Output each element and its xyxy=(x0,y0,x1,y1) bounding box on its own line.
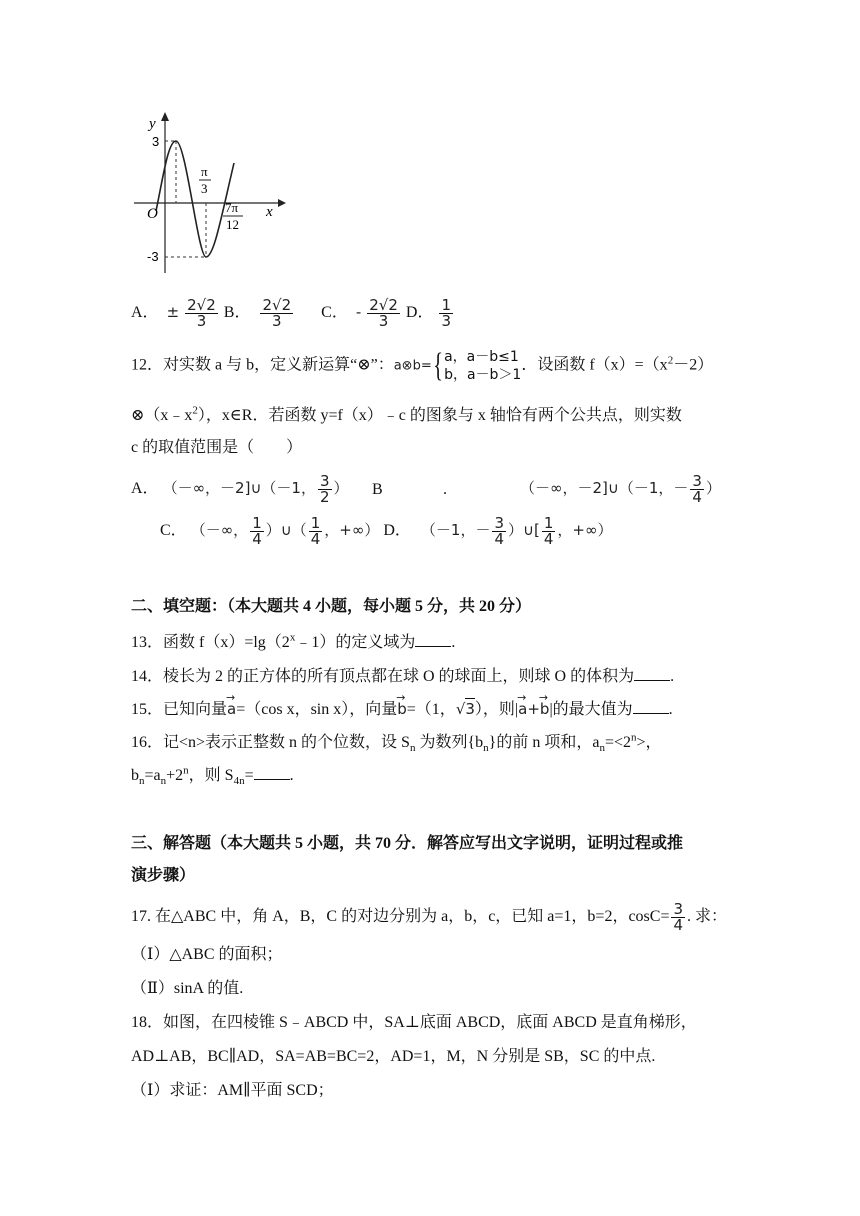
question-16-line-1 xyxy=(131,733,662,753)
question-17 xyxy=(131,902,727,933)
q17-part-i: （Ⅰ）△ABC 的面积； xyxy=(131,946,283,963)
q13-sup: x xyxy=(289,631,296,644)
q12-option-b-fraction: $\frac{3}{4}$ xyxy=(692,472,702,506)
q12-line3: c 的取值范围是（ ） xyxy=(131,439,303,456)
option-a-label: A． xyxy=(131,304,159,322)
option-c-fraction: $\frac{2√2}{3}$ xyxy=(369,296,398,330)
q16-sub-5: n xyxy=(160,775,167,788)
question-16-line-2 xyxy=(131,765,294,786)
q12-option-c-fraction-1: $\frac{1}{4}$ xyxy=(252,514,262,548)
q15-text-a: 15．已知向量 xyxy=(131,701,228,718)
q17-text: 17. 在△ABC 中，角 A，B，C 的对边分别为 a，b，c，已知 a=1，b=2，cosC= xyxy=(131,908,670,926)
q12-option-d-fraction-1: $\frac{3}{4}$ xyxy=(494,514,504,548)
case-1: a，a－b≤1 xyxy=(444,349,519,365)
q12-option-d-fraction-2: $\frac{1}{4}$ xyxy=(543,514,554,548)
q12-text-c: －2） xyxy=(673,356,714,374)
case-2: b，a－b＞1 xyxy=(444,367,522,383)
cases-block xyxy=(444,348,521,384)
seven-pi-12-numerator: 7π xyxy=(225,200,239,215)
q18-line-2: AD⊥AB，BC∥AD，SA=AB=BC=2，AD=1，M，N 分别是 SB，SC 的中点. xyxy=(131,1048,656,1065)
q16-answer-blank[interactable] xyxy=(254,765,290,780)
q12-option-b-label: B xyxy=(372,481,383,498)
q12-option-c-text: （－∞， xyxy=(190,521,249,540)
q12-option-c-label: C． xyxy=(160,522,187,540)
option-d-label: D． xyxy=(405,304,434,322)
q12-option-a-fraction: $\frac{3}{2}$ xyxy=(319,472,330,506)
q17-text-b: . 求： xyxy=(687,908,728,926)
q12-line2-b: ），x∈R．若函数 y=f（x）﹣c 的图象与 x 轴恰有两个公共点，则实数 xyxy=(197,407,682,424)
question-14 xyxy=(131,666,674,687)
q12-option-a-close: ） xyxy=(333,479,349,498)
q15-text-d: ），则| xyxy=(474,701,519,718)
question-13 xyxy=(131,632,455,653)
q13-text-a: 13．函数 f（x）=lg（2 xyxy=(131,634,290,651)
q12-options-cd xyxy=(160,516,612,547)
q12-option-d-text: （－1，－ xyxy=(420,521,491,540)
option-a-prefix: ± xyxy=(166,303,180,322)
q12-option-b-text: （－∞，－2]∪（－1，－ xyxy=(520,479,689,498)
q17-part-ii: （Ⅱ）sinA 的值. xyxy=(131,980,244,997)
q18-part-i: （Ⅰ）求证：AM∥平面 SCD； xyxy=(131,1082,334,1099)
q11-options xyxy=(131,298,455,329)
q12-line-3 xyxy=(131,438,302,458)
option-d-fraction: $\frac{1}{3}$ xyxy=(441,296,452,330)
y-axis-arrow xyxy=(161,112,169,121)
q16-sup-2: n xyxy=(183,764,189,777)
q12-options-ab xyxy=(131,474,349,505)
q12-text-b: ．设函数 f（x）=（x xyxy=(521,356,668,374)
sine-graph xyxy=(126,108,286,273)
q16-text-c: }的前 n 项和，a xyxy=(488,734,600,751)
q15-period: . xyxy=(668,701,673,718)
q16-sub-2: n xyxy=(483,742,489,755)
q12-option-b-dot: . xyxy=(443,481,447,498)
q13-answer-blank[interactable] xyxy=(415,632,451,647)
q16-sub-6: 4n xyxy=(233,775,245,788)
q16-text-e: >， xyxy=(636,734,662,751)
q16-l2-a: b xyxy=(131,767,139,784)
q16-l2-e: = xyxy=(244,767,254,784)
option-c-label: C． xyxy=(321,304,348,322)
q12-option-b-close: ） xyxy=(705,479,721,498)
q13-period: . xyxy=(451,634,456,651)
option-b-label: B． xyxy=(223,304,251,322)
q16-text-d: =<2 xyxy=(604,734,631,751)
q16-period: . xyxy=(289,767,294,784)
q14-period: . xyxy=(670,668,675,685)
q15-text-c: =（1， xyxy=(406,701,456,718)
q16-l2-b: =a xyxy=(144,767,161,784)
section-3-heading-line-1: 三、解答题（本大题共 5 小题，共 70 分．解答应写出文字说明，证明过程或推 xyxy=(131,835,684,852)
q15-text-f: |的最大值为 xyxy=(549,701,633,718)
q13-text-b: ﹣1）的定义域为 xyxy=(295,634,416,651)
q12-line-1 xyxy=(131,348,713,384)
q12-option-c-fraction-2: $\frac{1}{4}$ xyxy=(310,514,321,548)
q15-plus: + xyxy=(527,700,540,718)
y-min-label: -3 xyxy=(147,249,159,264)
pi3-denominator: 3 xyxy=(201,181,208,196)
vector-a-symbol-2: → a xyxy=(518,699,527,719)
q18-line-1: 18．如图，在四棱锥 S﹣ABCD 中，SA⊥底面 ABCD，底面 ABCD 是直角梯形， xyxy=(131,1014,697,1031)
sine-curve xyxy=(156,141,234,257)
q16-text-b: 为数列{b xyxy=(415,734,484,751)
q12-line-2 xyxy=(131,406,682,426)
x-axis-arrow xyxy=(278,199,286,207)
q12-line2-a: ⊗（x﹣x xyxy=(131,407,193,424)
sqrt-symbol: √ xyxy=(455,700,466,718)
q12-option-b xyxy=(520,474,721,505)
q14-answer-blank[interactable] xyxy=(634,666,670,681)
q16-sub-1: n xyxy=(409,742,416,755)
option-a-fraction: $\frac{2√2}{3}$ xyxy=(187,296,216,330)
x-axis-label: x xyxy=(266,204,273,220)
q16-sup-1: n xyxy=(630,731,637,744)
q17-cos-fraction: $\frac{3}{4}$ xyxy=(673,900,684,934)
q12-option-d-label: D． xyxy=(383,522,411,540)
y-axis-label: y xyxy=(149,116,156,132)
q15-text-b: =（cos x，sin x），向量 xyxy=(236,701,398,718)
y-max-label: 3 xyxy=(152,134,160,149)
cases-brace: { xyxy=(433,347,443,384)
q12-option-a-label: A． xyxy=(131,480,159,498)
vector-b-symbol-2: → b xyxy=(540,699,550,719)
q12-line2-sup: 2 xyxy=(192,404,198,417)
q12-text: 12．对实数 a 与 b，定义新运算“⊗”： xyxy=(131,356,394,374)
q16-sub-4: n xyxy=(139,775,145,788)
question-15 xyxy=(131,699,673,720)
section-2-heading: 二、填空题：（本大题共 4 小题，每小题 5 分，共 20 分） xyxy=(131,598,532,615)
q14-text: 14．棱长为 2 的正方体的所有顶点都在球 O 的球面上，则球 O 的体积为 xyxy=(131,668,635,685)
q12-option-d-text-3: ，+∞） xyxy=(557,521,613,540)
op-lhs: a⊗b= xyxy=(393,358,432,374)
q12-option-a-text: （－∞，－2]∪（－1， xyxy=(162,479,316,498)
vector-b-symbol: → b xyxy=(397,699,407,719)
sqrt-radicand: 3 xyxy=(465,700,475,718)
q12-option-c-text-3: ，+∞） xyxy=(324,521,380,540)
q12-option-c-text-2: ）∪（ xyxy=(265,521,307,540)
pi3-numerator: π xyxy=(201,164,208,179)
seven-pi-12-denominator: 12 xyxy=(226,217,239,232)
q15-answer-blank[interactable] xyxy=(633,699,669,714)
section-3-heading-line-2: 演步骤） xyxy=(131,867,196,884)
q16-l2-d: ，则 S xyxy=(188,767,234,784)
q12-sup: 2 xyxy=(667,354,674,367)
vector-a-symbol: → a xyxy=(227,699,236,719)
option-c-prefix: - xyxy=(355,303,362,322)
q12-option-d-text-2: ）∪[ xyxy=(508,521,540,540)
q16-text-a: 16．记<n>表示正整数 n 的个位数，设 S xyxy=(131,734,410,751)
q16-sub-3: n xyxy=(599,742,605,755)
option-b-fraction: $\frac{2√2}{3}$ xyxy=(262,296,292,330)
q16-l2-c: +2 xyxy=(166,767,184,784)
origin-label: O xyxy=(147,206,158,222)
